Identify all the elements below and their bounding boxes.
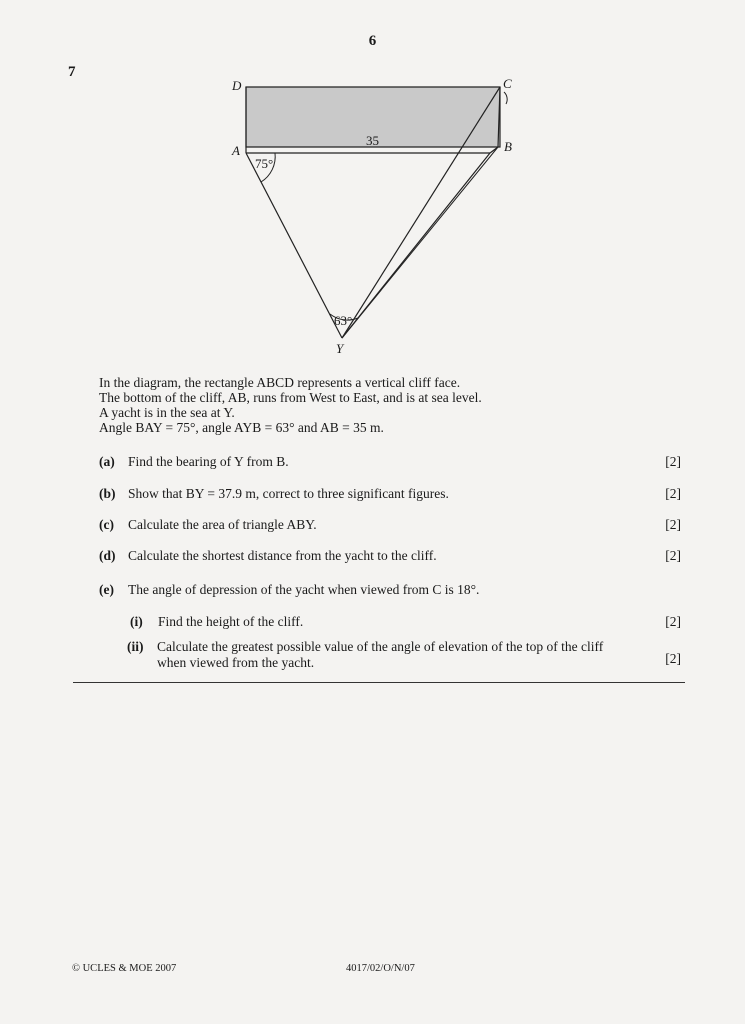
part-text: Calculate the shortest distance from the yacht to the cliff. [128,548,437,563]
subpart-text-line: when viewed from the yacht. [157,655,315,670]
part-label: (c) [99,517,114,532]
label-a: A [232,143,240,158]
angle-c-arc [504,92,507,104]
subpart-label: (i) [130,614,143,629]
footer-code: 4017/02/O/N/07 [346,963,415,974]
part-marks: [2] [665,454,681,469]
question-intro [99,375,482,435]
line-bb [342,147,498,338]
divider [73,682,685,683]
line-ay [246,153,342,338]
label-angle-y: 63° [334,313,353,328]
subpart-label: (ii) [127,639,144,654]
part-marks: [2] [665,517,681,532]
intro-line: In the diagram, the rectangle ABCD represents a vertical cliff face. [99,375,461,390]
part-label: (b) [99,486,116,501]
part-marks: [2] [665,548,681,563]
label-b: B [504,139,512,154]
subpart-text [157,639,603,671]
label-y: Y [336,341,344,356]
subpart-marks: [2] [665,614,681,629]
intro-line: Angle BAY = 75°, angle AYB = 63° and AB = 35 m. [99,420,384,435]
part-label: (e) [99,582,114,597]
part-label: (d) [99,548,116,563]
cliff-diagram [0,0,745,360]
part-text: Calculate the area of triangle ABY. [128,517,317,532]
footer-copyright: © UCLES & MOE 2007 [72,963,177,974]
part-text: Find the bearing of Y from B. [128,454,289,469]
subpart-text-line: Calculate the greatest possible value of the angle of elevation of the top of the cliff [157,639,604,654]
page-number: 6 [368,33,377,49]
label-c: C [503,76,512,91]
intro-line: A yacht is in the sea at Y. [99,405,235,420]
subpart-marks: [2] [665,651,681,666]
intro-line: The bottom of the cliff, AB, runs from West to East, and is at sea level. [99,390,482,405]
label-d: D [232,78,242,93]
label-angle-a: 75° [255,156,274,171]
part-text: Show that BY = 37.9 m, correct to three significant figures. [128,486,449,501]
label-ab-length: 35 [366,133,379,148]
question-number: 7 [68,64,76,80]
part-text: The angle of depression of the yacht when viewed from C is 18°. [128,582,480,597]
subpart-text: Find the height of the cliff. [158,614,304,629]
part-marks: [2] [665,486,681,501]
subquestion-e-ii [127,639,684,673]
part-label: (a) [99,454,115,469]
